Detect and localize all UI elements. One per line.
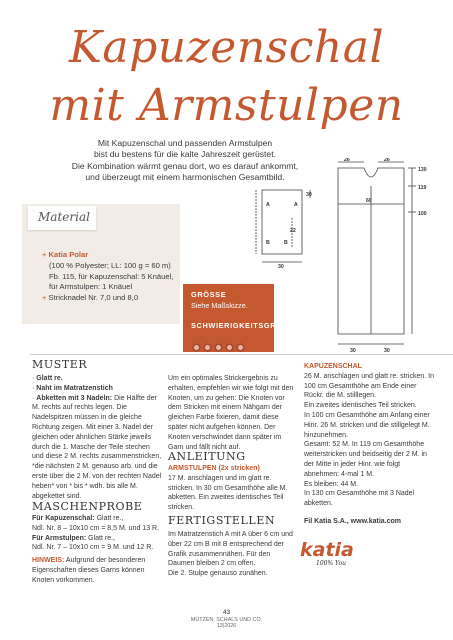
label-30-side: 30: [306, 192, 312, 198]
label-100: 100: [418, 211, 427, 217]
muster-text: · Glatt re. · Naht im Matratzenstich · Abketten mit 3 Nadeln: Die Hälfte der M. rechts auf rechts legen. Die Nadelspitzen müssen in die gleiche Richtung zeigen. Mit einer 3. Nadel der gleichen oder ähnlichen Stärke jeweils durch die 1. Masche der Teile stechen und diese 2 M. rechts zusammenstricken, *die nächsten 2 M. genauso arb. und die erste über die 2 M. von der rechten Nadel heben* von * bis * wdh. bis alle M. abgekettet sind.: [32, 375, 162, 500]
footer-issue: 13|2026: [216, 623, 237, 629]
credit: Fil Katia S.A., www.katia.com: [304, 517, 401, 525]
material-heading-card: [28, 206, 96, 230]
label-26-right: 26: [384, 158, 390, 163]
difficulty-dot-icon: [236, 343, 245, 352]
label-a2: A: [294, 202, 298, 208]
groesse-text: Siehe Maßskizze.: [191, 301, 248, 310]
logo-tagline: 100% You: [316, 560, 346, 567]
anleitung-text: ARMSTULPEN (2x stricken) 17 M. anschlagen und im glatt re. stricken. In 30 cm Gesamthöhe alle M. abketten. Ein zweites identisches Teil stricken.: [168, 465, 288, 512]
difficulty-dot-icon: [192, 343, 201, 352]
label-b1: B: [266, 240, 270, 246]
yarn-name: Katia Polar: [48, 250, 89, 259]
kapuzenschal-heading: KAPUZENSCHAL: [304, 363, 362, 370]
label-b2: B: [284, 240, 288, 246]
knoten-hinweis: Um ein optimales Strickergebnis zu erhalten, empfehlen wir wie folgt mit den Knoten, um zu gehen: Die Knoten vor dem Stricken mit einem Nähgarn der gleichen Farbe fixieren, damit diese später nicht aufgehen können. Der Knoten verschwindet dann später im Garn und fällt nicht auf.: [168, 375, 294, 451]
groesse-box: [183, 284, 289, 352]
fertigstellen-text: Im Matratzenstich A mit A über 6 cm und über 22 cm B mit B entsprechend der Grafik zusammennähen. Für den Daumen bleiben 2 cm offen. Die 2. Stulpe genauso zunähen.: [168, 531, 293, 578]
label-26-left: 26: [344, 158, 350, 163]
material-list: + Katia Polar (100 % Polyester; LL: 100 g = 60 m) Fb. 115, für Kapuzenschal: 5 Knäuel, für Armstulpen: 1 Knäuel + Stricknadel Nr. 7,0 und 8,0: [42, 250, 174, 303]
title-line1: Kapuzenschal: [68, 22, 385, 73]
difficulty-dot-icon: [214, 343, 223, 352]
needles: Stricknadel Nr. 7,0 und 8,0: [48, 293, 139, 303]
difficulty-dot-icon: [225, 343, 234, 352]
label-30-bottom: 30: [278, 264, 284, 270]
kapuzenschal-text: KAPUZENSCHAL 26 M. anschlagen und glatt re. stricken. In 100 cm Gesamthöhe am Ende einer Rückr. die M. stilllegen. Ein zweites identisches Teil stricken. In 100 cm Gesamthöhe am Anfang einer Hinr. 26 M. stricken und die stillgelegt M. hinzunehmen. Gesamt: 52 M. In 119 cm Gesamthöhe weiterstricken und beidseitig der 2 M. in der Mitte in jeder Hinr. wie folgt abnehmen: 4-mal 1 M. Es bleiben: 44 M. In 130 cm Gesamthöhe mit 3 Nadel abketten. Fil Katia S.A., www.katia.com: [304, 362, 436, 527]
title-line2: mit Armstulpen: [49, 80, 404, 131]
page-number: 43: [222, 609, 231, 616]
kapuzenschal-schema: [328, 158, 438, 354]
muster-heading: MUSTER: [32, 358, 88, 371]
footer-section: MÜTZEN, SCHALS UND CO.: [190, 616, 263, 623]
label-30-left: 30: [350, 348, 356, 354]
maschenprobe-heading: MASCHENPROBE: [32, 500, 143, 513]
difficulty-dot-icon: [203, 343, 212, 352]
label-60: 60: [366, 198, 372, 204]
logo-brand: katia: [300, 539, 354, 561]
maschenprobe-text: Für Kapuzenschal: Glatt re., Ndl. Nr. 8 – 10x10 cm = 8,5 M. und 13 R. Für Armstulpen: Glatt re., Ndl. Nr. 7 – 10x10 cm = 9 M. und 12 R. HINWEIS: Aufgrund der besonderen Eigenschaften dieses Garns können Knoten vorkommen.: [32, 515, 160, 584]
groesse-heading: GRÖSSE: [191, 290, 227, 299]
intro-text: Mit Kapuzenschal und passenden Armstulpen bist du bestens für die kalte Jahreszeit gerüstet. Die Kombination wärmt genau dort, wo es darauf ankommt, und überzeugt mit einem harmonischen Gesamtbild.: [71, 138, 299, 183]
page-footer: [0, 610, 453, 630]
label-a1: A: [266, 202, 270, 208]
label-30-right: 30: [384, 348, 390, 354]
label-22: 22: [290, 228, 296, 234]
material-heading: Material: [38, 210, 90, 224]
armstulpe-schema: [252, 184, 318, 270]
label-130: 130: [418, 167, 427, 173]
difficulty-heading: SCHWIERIGKEITSGRAD: [191, 321, 289, 330]
katia-logo: [300, 540, 352, 576]
fertigstellen-heading: FERTIGSTELLEN: [168, 514, 276, 527]
label-119: 119: [418, 185, 427, 191]
anleitung-heading: ANLEITUNG: [168, 450, 246, 463]
section-divider: [30, 354, 453, 355]
